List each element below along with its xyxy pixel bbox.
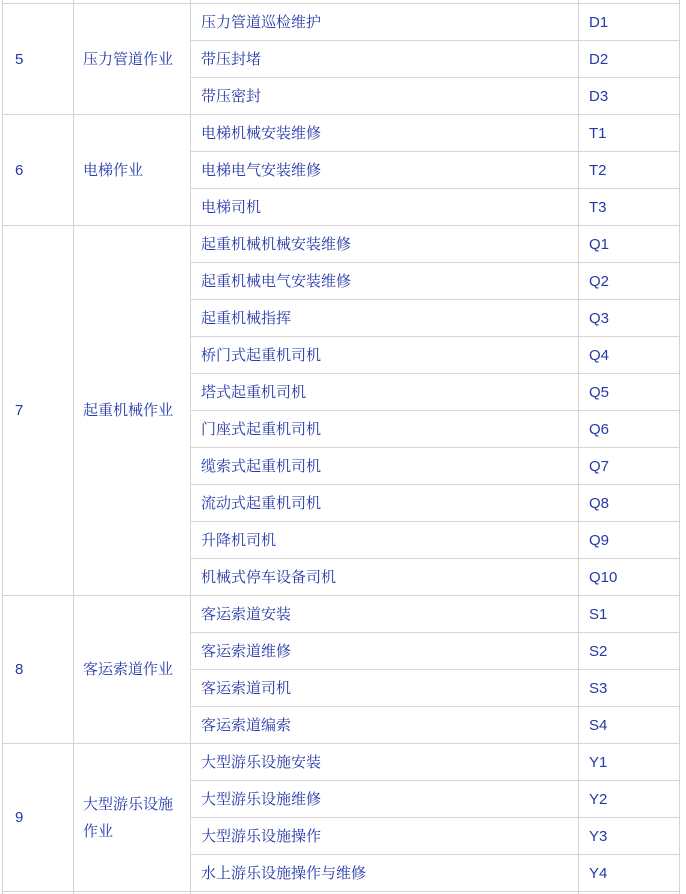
item-name-cell: 带压封堵: [191, 41, 579, 78]
table-row: [3, 226, 680, 263]
item-name-cell: 大型游乐设施维修: [191, 781, 579, 818]
item-name-cell: 升降机司机: [191, 522, 579, 559]
table-body: [3, 0, 680, 894]
code-cell: Q5: [579, 374, 680, 411]
code-cell: Y4: [579, 855, 680, 892]
table-row: [3, 4, 680, 41]
category-cell: 大型游乐设施作业: [74, 744, 191, 892]
item-name-cell: 电梯电气安装维修: [191, 152, 579, 189]
code-cell: D2: [579, 41, 680, 78]
code-cell: D1: [579, 4, 680, 41]
item-name-cell: 客运索道编索: [191, 707, 579, 744]
seq-cell: 5: [3, 4, 74, 115]
item-name-cell: 塔式起重机司机: [191, 374, 579, 411]
code-cell: T3: [579, 189, 680, 226]
category-cell: 电梯作业: [74, 115, 191, 226]
table-row: [3, 744, 680, 781]
item-name-cell: 带压密封: [191, 78, 579, 115]
item-name-cell: 门座式起重机司机: [191, 411, 579, 448]
code-cell: Q6: [579, 411, 680, 448]
code-cell: Q4: [579, 337, 680, 374]
code-cell: Q7: [579, 448, 680, 485]
seq-cell: 6: [3, 115, 74, 226]
operations-table: [2, 0, 680, 894]
item-name-cell: 起重机械指挥: [191, 300, 579, 337]
code-cell: Y1: [579, 744, 680, 781]
code-cell: S2: [579, 633, 680, 670]
item-name-cell: 起重机械机械安装维修: [191, 226, 579, 263]
item-name-cell: 大型游乐设施操作: [191, 818, 579, 855]
item-name-cell: 起重机械电气安装维修: [191, 263, 579, 300]
code-cell: S3: [579, 670, 680, 707]
seq-cell: 7: [3, 226, 74, 596]
code-cell: Q3: [579, 300, 680, 337]
code-cell: S4: [579, 707, 680, 744]
item-name-cell: 流动式起重机司机: [191, 485, 579, 522]
code-cell: T1: [579, 115, 680, 152]
table-row: [3, 115, 680, 152]
item-name-cell: 机械式停车设备司机: [191, 559, 579, 596]
code-cell: Y3: [579, 818, 680, 855]
code-cell: Q10: [579, 559, 680, 596]
code-cell: S1: [579, 596, 680, 633]
item-name-cell: 客运索道安装: [191, 596, 579, 633]
item-name-cell: 客运索道司机: [191, 670, 579, 707]
code-cell: Q9: [579, 522, 680, 559]
item-name-cell: 缆索式起重机司机: [191, 448, 579, 485]
category-cell: 压力管道作业: [74, 4, 191, 115]
item-name-cell: 客运索道维修: [191, 633, 579, 670]
seq-cell: 9: [3, 744, 74, 892]
code-cell: D3: [579, 78, 680, 115]
category-cell: 起重机械作业: [74, 226, 191, 596]
code-cell: Q8: [579, 485, 680, 522]
table-row: [3, 596, 680, 633]
item-name-cell: 压力管道巡检维护: [191, 4, 579, 41]
category-cell: 客运索道作业: [74, 596, 191, 744]
item-name-cell: 大型游乐设施安装: [191, 744, 579, 781]
seq-cell: 8: [3, 596, 74, 744]
item-name-cell: 电梯司机: [191, 189, 579, 226]
code-cell: Q2: [579, 263, 680, 300]
code-cell: Y2: [579, 781, 680, 818]
item-name-cell: 电梯机械安装维修: [191, 115, 579, 152]
item-name-cell: 水上游乐设施操作与维修: [191, 855, 579, 892]
code-cell: Q1: [579, 226, 680, 263]
item-name-cell: 桥门式起重机司机: [191, 337, 579, 374]
code-cell: T2: [579, 152, 680, 189]
